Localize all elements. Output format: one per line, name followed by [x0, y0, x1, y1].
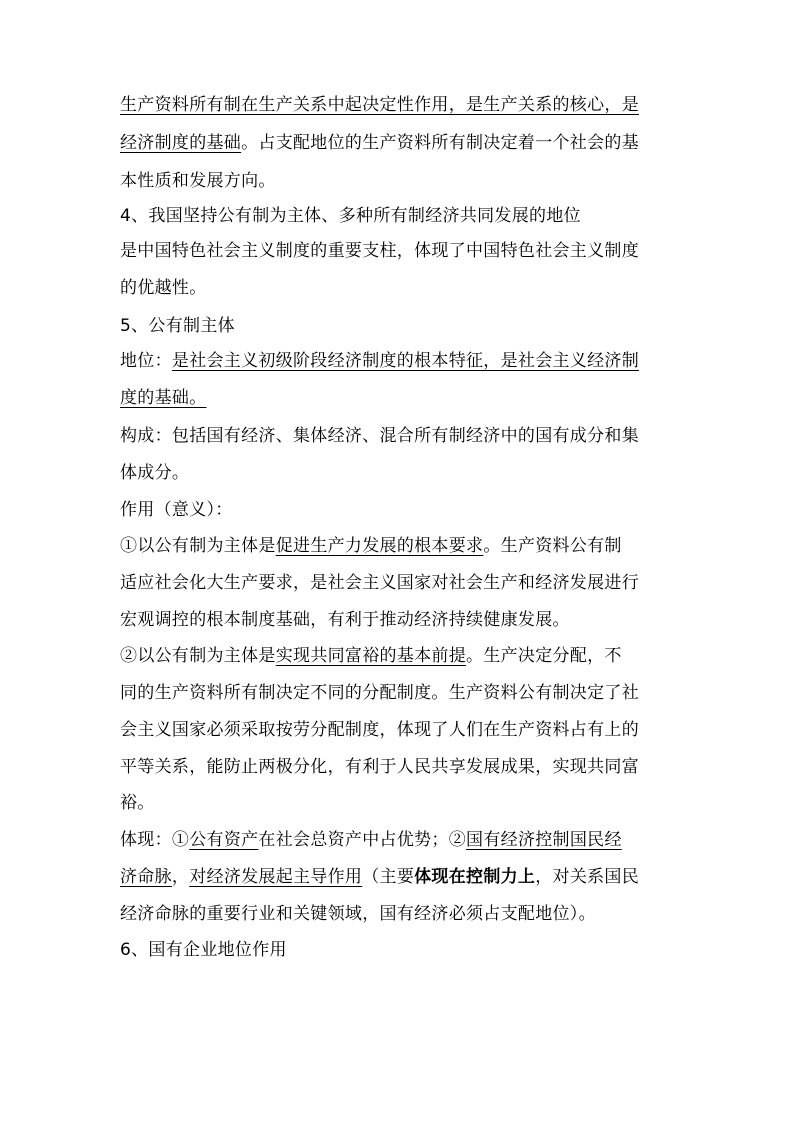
paragraph-line: [120, 828, 622, 852]
paragraph-line: 宏观调控的根本制度基础，有利于推动经济持续健康发展。: [120, 610, 570, 630]
text: 在社会总资产中占优势；: [258, 830, 449, 850]
text: （主要: [362, 867, 415, 887]
paragraph-line: [120, 386, 207, 410]
paragraph-line: [120, 349, 639, 373]
underlined-text: 生产资料所有制在生产关系中起决定性作用，是生产关系的核心，是: [120, 95, 639, 115]
section-5-heading: 5、公有制主体: [120, 316, 235, 336]
paragraph-line: 会主义国家必须采取按劳分配制度，体现了人们在生产资料占有上的: [120, 720, 639, 740]
underlined-text: 济命脉: [120, 867, 172, 887]
underlined-text: 促进生产力发展的根本要求: [275, 536, 484, 556]
section-4-heading: 4、我国坚持公有制为主体、多种所有制经济共同发展的地位: [120, 206, 581, 226]
paragraph-line: [120, 865, 639, 889]
text: 。生产资料公有制: [483, 536, 622, 556]
underlined-text: 公有资产: [189, 830, 259, 850]
paragraph-line: 裕。: [120, 793, 155, 813]
circled-number: ②: [448, 830, 467, 850]
text: 以公有制为主体是: [137, 646, 276, 666]
underlined-text: 实现共同富裕的基本前提: [275, 646, 467, 666]
paragraph-line: 经济命脉的重要行业和关键领域，国有经济必须占支配地位）。: [120, 904, 596, 924]
text: ，对关系国民: [535, 867, 640, 887]
section-6-heading: 6、国有企业地位作用: [120, 940, 287, 960]
paragraph-line: 平等关系，能防止两极分化，有利于人民共享发展成果，实现共同富: [120, 757, 639, 777]
paragraph-line: 构成：包括国有经济、集体经济、混合所有制经济中的国有成分和集: [120, 426, 639, 446]
bold-text: 体现在控制力上: [414, 867, 536, 887]
status-label: 地位：: [120, 351, 172, 371]
paragraph-line: [120, 131, 639, 155]
paragraph-line: [120, 644, 622, 668]
circled-number: ①: [120, 536, 138, 556]
underlined-text: 经济制度的基础: [120, 133, 242, 153]
text: 。生产决定分配，不: [466, 646, 622, 666]
text: ，: [171, 867, 190, 887]
embodiment-label: 体现：: [120, 830, 172, 850]
text: 以公有制为主体是: [137, 536, 276, 556]
paragraph-line: 适应社会化大生产要求，是社会主义国家对社会生产和经济发展进行: [120, 573, 639, 593]
circled-number: ②: [120, 646, 138, 666]
paragraph-line: 体成分。: [120, 463, 190, 483]
role-heading: 作用（意义）：: [120, 500, 233, 520]
paragraph-line: [120, 534, 622, 558]
paragraph-line: 的优越性。: [120, 278, 207, 298]
paragraph-line: 同的生产资料所有制决定不同的分配制度。生产资料公有制决定了社: [120, 683, 639, 703]
underlined-text: 国有经济控制国民经: [466, 830, 622, 850]
underlined-text: 是社会主义初级阶段经济制度的根本特征，是社会主义经济制: [171, 351, 640, 371]
underlined-text: 度的基础。: [120, 388, 207, 408]
paragraph-line: [120, 93, 639, 117]
circled-number: ①: [171, 830, 190, 850]
paragraph-line: 本性质和发展方向。: [120, 171, 276, 191]
text: 。占支配地位的生产资料所有制决定着一个社会的基: [241, 133, 640, 153]
underlined-text: 对经济发展起主导作用: [189, 867, 363, 887]
paragraph-line: 是中国特色社会主义制度的重要支柱，体现了中国特色社会主义制度: [120, 241, 639, 261]
